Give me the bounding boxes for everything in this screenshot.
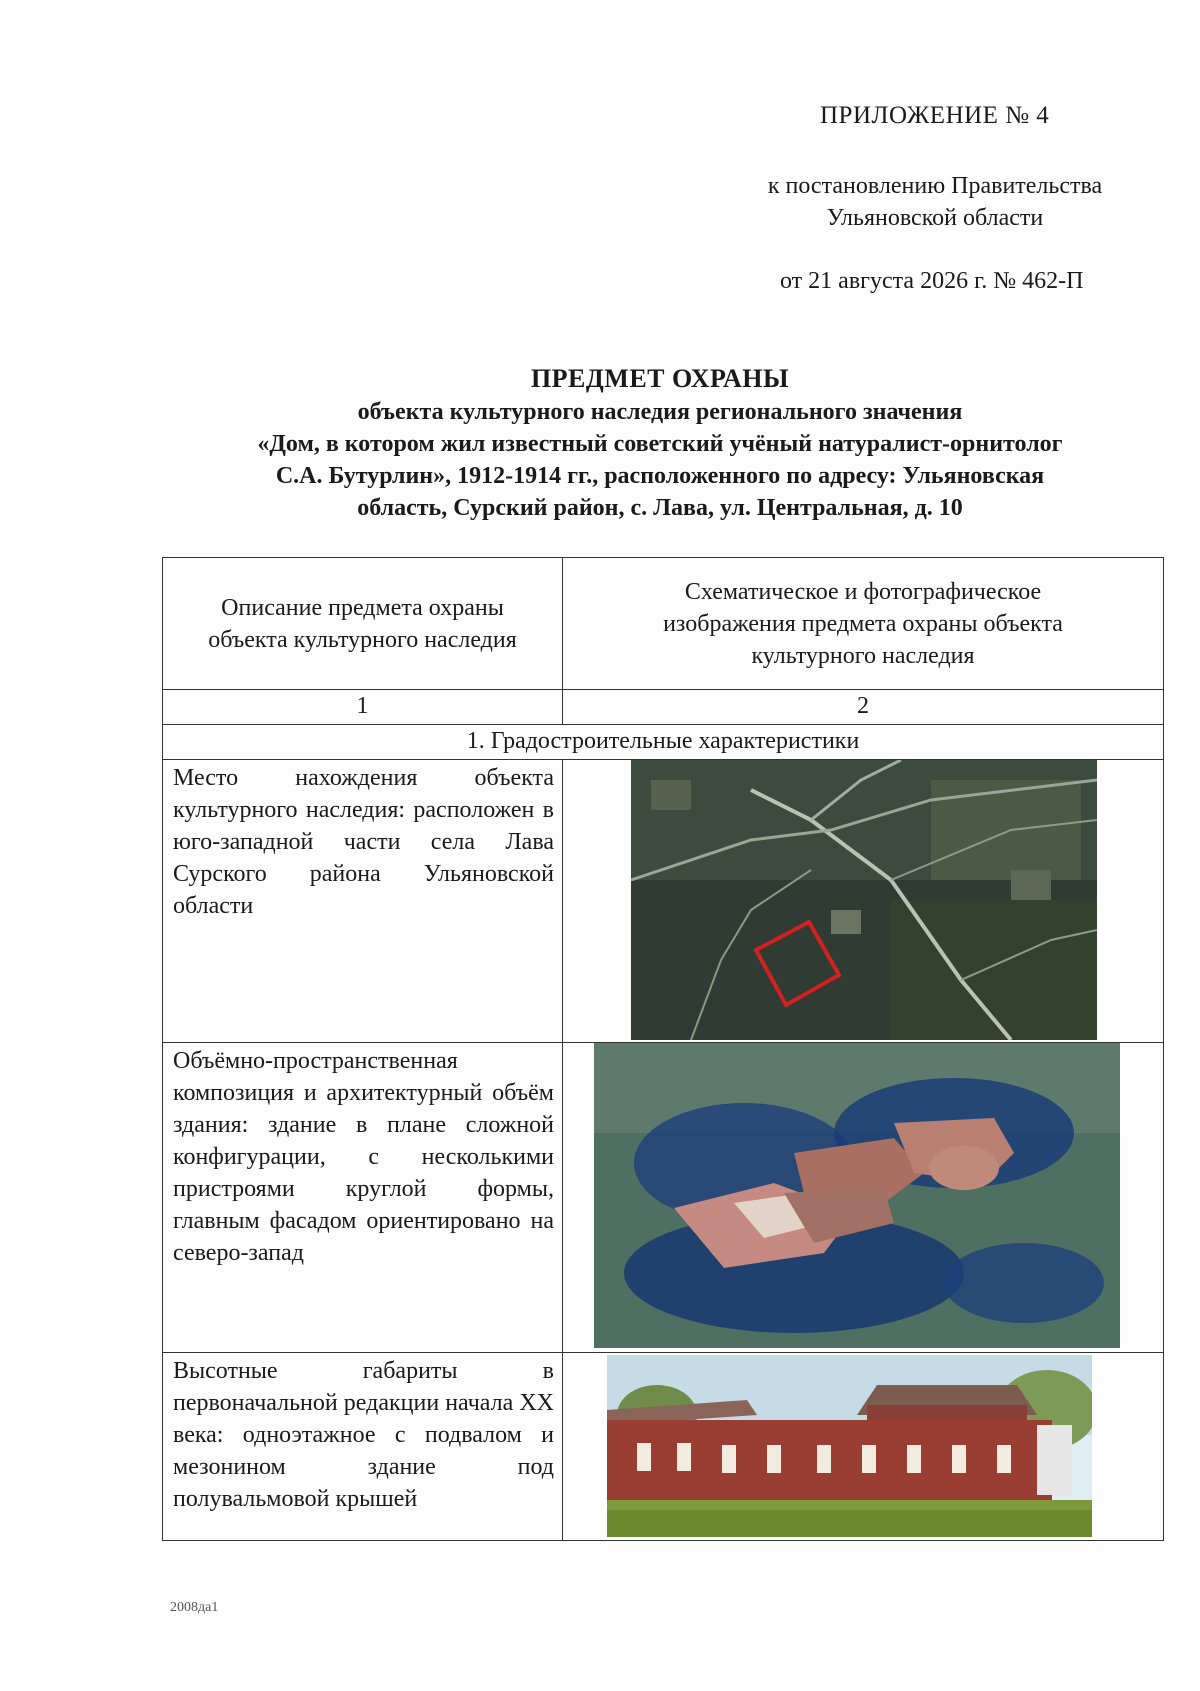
col1-header: Описание предмета охраны объекта культурного наследия	[163, 558, 563, 690]
footer-code: 2008да1	[170, 1600, 219, 1615]
title-line3: С.А. Бутурлин», 1912-1914 гг., расположенного по адресу: Ульяновская	[275, 463, 1045, 489]
col1-number: 1	[163, 690, 563, 725]
title-line1: объекта культурного наследия регионального значения	[357, 399, 963, 425]
title-line4: область, Сурский район, с. Лава, ул. Центральная, д. 10	[357, 495, 963, 521]
decree-reference-line2: Ульяновской области	[826, 205, 1044, 231]
title-main: ПРЕДМЕТ ОХРАНЫ	[530, 364, 790, 393]
table-row	[163, 760, 1164, 1043]
table-number-row	[163, 690, 1164, 725]
title-line2: «Дом, в котором жил известный советский учёный натуралист-орнитолог	[257, 431, 1063, 457]
section-title: 1. Градостроительные характеристики	[163, 725, 1164, 760]
row-description: Место нахождения объекта культурного наследия: расположен в юго-западной части села Лава Сурского района Ульяновской области	[163, 760, 563, 1043]
decree-date: от 21 августа 2026 г. № 462-П	[780, 268, 1084, 294]
row-image-cell	[563, 760, 1164, 1043]
col2-number: 2	[563, 690, 1164, 725]
document-title	[150, 362, 1170, 524]
decree-reference-line1: к постановлению Правительства	[767, 173, 1103, 199]
table-row	[163, 1353, 1164, 1541]
appendix-number: ПРИЛОЖЕНИЕ № 4	[820, 102, 1050, 129]
row-description: Высотные габариты в первоначальной редакции начала XX века: одноэтажное с подвалом и мезонином здание под полувальмовой крышей	[163, 1353, 563, 1541]
section-row	[163, 725, 1164, 760]
row-image-cell	[563, 1353, 1164, 1541]
row-description: Объёмно-пространственная композиция и архитектурный объём здания: здание в плане сложной конфигурации, с несколькими пристроями круглой формы, главным фасадом ориентировано на северо-запад	[163, 1043, 563, 1353]
col2-header: Схематическое и фотографическое изображения предмета охраны объекта культурного наследия	[563, 558, 1164, 690]
row-image-cell	[563, 1043, 1164, 1353]
protection-table	[162, 557, 1164, 1541]
satellite-map-photo	[631, 760, 1097, 1040]
table-row	[163, 1043, 1164, 1353]
building-facade-photo	[607, 1355, 1092, 1537]
aerial-building-photo	[594, 1043, 1120, 1348]
table-header-row	[163, 558, 1164, 690]
decree-reference	[700, 170, 1170, 234]
